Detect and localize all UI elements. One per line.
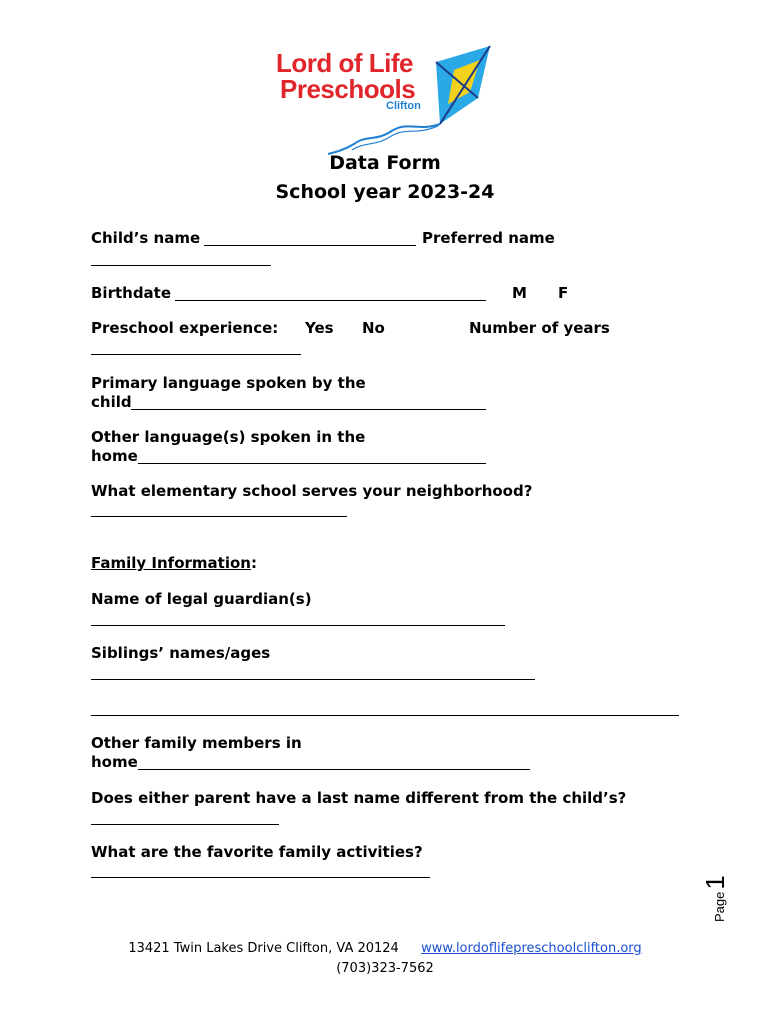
- form-subtitle: School year 2023-24: [275, 181, 495, 203]
- siblings-label: Siblings’ names/ages: [91, 644, 271, 662]
- page-number-label: [700, 875, 731, 922]
- family-information-heading: [91, 554, 257, 572]
- siblings-line-1[interactable]: [91, 679, 535, 680]
- childs-name-label: Child’s name: [91, 229, 201, 247]
- last-name-question: Does either parent have a last name different from the child’s?: [91, 789, 627, 807]
- preferred-name-label: Preferred name: [422, 229, 555, 247]
- childs-name-line[interactable]: [204, 245, 416, 246]
- footer-phone: (703)323-7562: [336, 961, 434, 976]
- other-members-line[interactable]: [138, 769, 530, 770]
- birthdate-label: Birthdate: [91, 284, 172, 302]
- other-language-label-cont: home: [91, 447, 138, 465]
- other-language-label: Other language(s) spoken in the: [91, 428, 366, 446]
- guardians-line[interactable]: [91, 625, 505, 626]
- primary-language-line[interactable]: [131, 409, 486, 410]
- page-number: 1: [700, 875, 730, 890]
- experience-no-option[interactable]: No: [362, 319, 385, 337]
- experience-yes-option[interactable]: Yes: [305, 319, 334, 337]
- primary-language-label: Primary language spoken by the: [91, 374, 366, 392]
- number-of-years-line[interactable]: [91, 354, 301, 355]
- logo-line-1: Lord of Life: [276, 48, 413, 78]
- footer-website-link[interactable]: www.lordoflifepreschoolclifton.org: [421, 941, 642, 956]
- elementary-school-line[interactable]: [91, 516, 347, 517]
- logo: [268, 40, 503, 155]
- sex-m-option[interactable]: M: [512, 284, 527, 302]
- footer-address-line: [0, 941, 770, 956]
- other-language-line[interactable]: [138, 463, 486, 464]
- activities-line[interactable]: [91, 877, 430, 878]
- page-word: Page: [712, 891, 727, 922]
- activities-question: What are the favorite family activities?: [91, 843, 423, 861]
- birthdate-line[interactable]: [175, 300, 486, 301]
- other-members-label: Other family members in: [91, 734, 302, 752]
- family-heading-text: Family Information: [91, 554, 251, 572]
- preferred-name-line[interactable]: [91, 265, 271, 266]
- footer-address: 13421 Twin Lakes Drive Clifton, VA 20124: [128, 941, 399, 956]
- preschool-experience-label: Preschool experience:: [91, 319, 279, 337]
- last-name-line[interactable]: [91, 824, 279, 825]
- elementary-school-label: What elementary school serves your neighborhood?: [91, 482, 533, 500]
- primary-language-label-cont: child: [91, 393, 132, 411]
- number-of-years-label: Number of years: [469, 319, 610, 337]
- guardians-label: Name of legal guardian(s): [91, 590, 312, 608]
- form-title: Data Form: [329, 152, 441, 174]
- family-heading-colon: :: [250, 554, 257, 572]
- sex-f-option[interactable]: F: [558, 284, 569, 302]
- logo-line-2: Preschools: [280, 74, 416, 104]
- other-members-label-cont: home: [91, 753, 138, 771]
- logo-line-3: Clifton: [386, 100, 421, 112]
- siblings-line-2[interactable]: [91, 715, 679, 716]
